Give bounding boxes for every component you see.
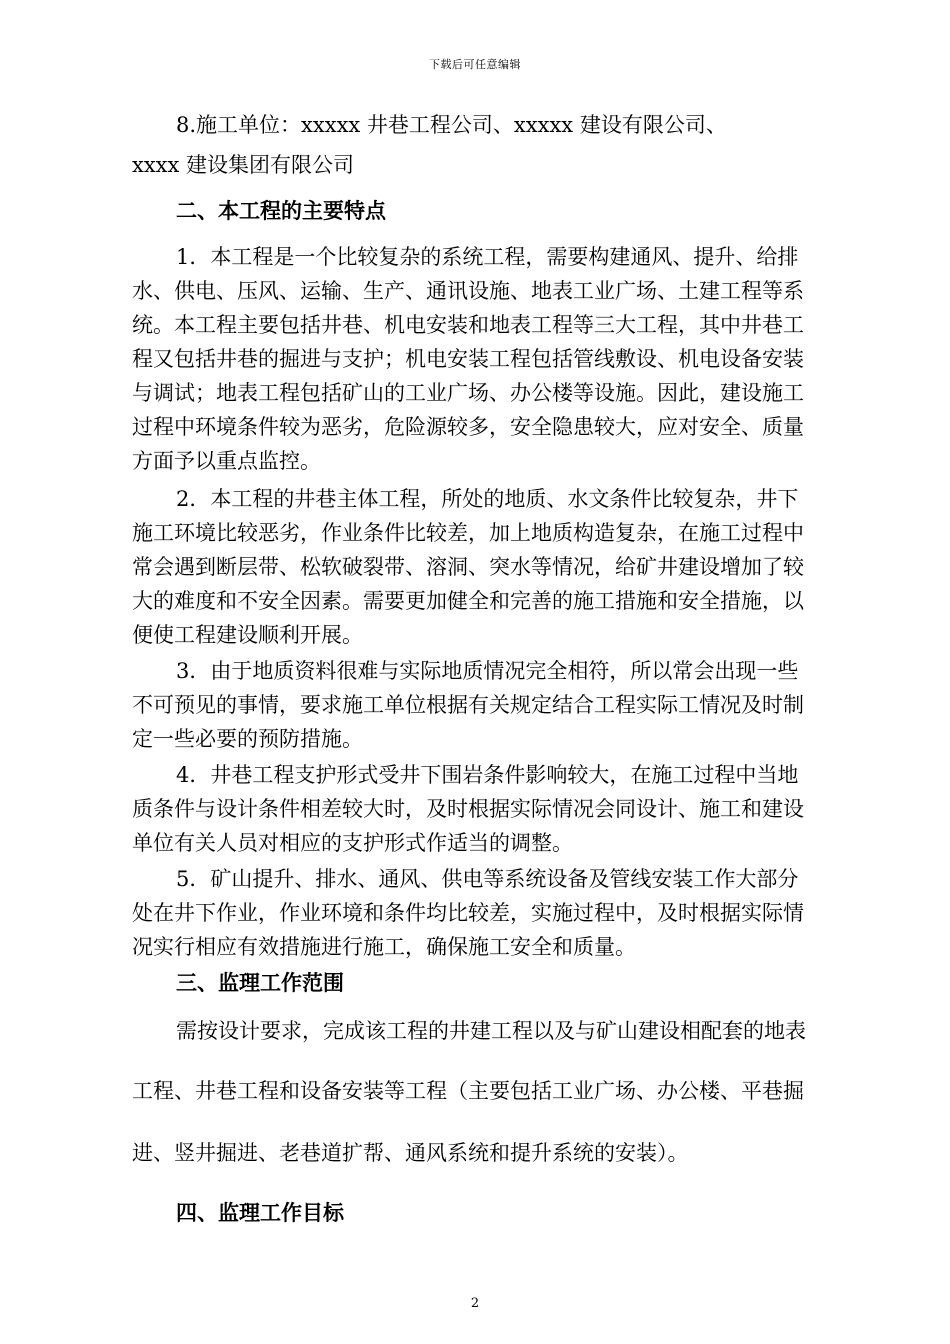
text-line: 统。本工程主要包括井巷、机电安装和地表工程等三大工程，其中井巷工	[132, 313, 804, 337]
text-line: 3．由于地质资料很难与实际地质情况完全相符，所以常会出现一些	[176, 659, 799, 683]
text-line: 工程、井巷工程和设备安装等工程（主要包括工业广场、办公楼、平巷掘	[132, 1079, 804, 1103]
text-line: 处在井下作业，作业环境和条件均比较差，实施过程中，及时根据实际情	[132, 901, 804, 925]
text-line: 单位有关人员对相应的支护形式作适当的调整。	[132, 831, 573, 855]
text-line: 2．本工程的井巷主体工程，所处的地质、水文条件比较复杂，井下	[176, 487, 799, 511]
text-line: 水、供电、压风、运输、生产、通讯设施、地表工业广场、土建工程等系	[132, 279, 804, 303]
section-heading: 三、监理工作范围	[176, 970, 344, 995]
text-line: 方面予以重点监控。	[132, 449, 321, 473]
text-line: 4．井巷工程支护形式受井下围岩条件影响较大，在施工过程中当地	[176, 763, 799, 787]
text-line: 大的难度和不安全因素。需要更加健全和完善的施工措施和安全措施，以	[132, 589, 804, 613]
page-number: 2	[470, 1296, 480, 1311]
text-line: 与调试；地表工程包括矿山的工业广场、办公楼等设施。因此，建设施工	[132, 381, 804, 405]
text-line: 况实行相应有效措施进行施工，确保施工安全和质量。	[132, 935, 636, 959]
text-line: 便使工程建设顺利开展。	[132, 623, 363, 647]
text-line: 常会遇到断层带、松软破裂带、溶洞、突水等情况，给矿井建设增加了较	[132, 555, 804, 579]
text-line: 5．矿山提升、排水、通风、供电等系统设备及管线安装工作大部分	[176, 867, 799, 891]
text-line: 8.施工单位：xxxxx 井巷工程公司、xxxxx 建设有限公司、	[176, 113, 727, 137]
text-line: 1．本工程是一个比较复杂的系统工程，需要构建通风、提升、给排	[176, 245, 799, 269]
text-line: 施工环境比较恶劣，作业条件比较差，加上地质构造复杂，在施工过程中	[132, 521, 804, 545]
text-line: xxxx 建设集团有限公司	[132, 153, 355, 177]
text-line: 进、竖井掘进、老巷道扩帮、通风系统和提升系统的安装）。	[132, 1141, 689, 1165]
text-line: 定一些必要的预防措施。	[132, 727, 363, 751]
text-line: 需按设计要求，完成该工程的井建工程以及与矿山建设相配套的地表	[176, 1019, 806, 1043]
section-heading: 四、监理工作目标	[176, 1200, 344, 1225]
text-line: 质条件与设计条件相差较大时，及时根据实际情况会同设计、施工和建设	[132, 797, 804, 821]
section-heading: 二、本工程的主要特点	[176, 198, 386, 223]
page-header: 下载后可任意编辑	[429, 58, 521, 71]
text-line: 不可预见的事情，要求施工单位根据有关规定结合工程实际工情况及时制	[132, 693, 804, 717]
text-line: 程又包括井巷的掘进与支护；机电安装工程包括管线敷设、机电设备安装	[132, 347, 804, 371]
text-line: 过程中环境条件较为恶劣，危险源较多，安全隐患较大，应对安全、质量	[132, 415, 804, 439]
